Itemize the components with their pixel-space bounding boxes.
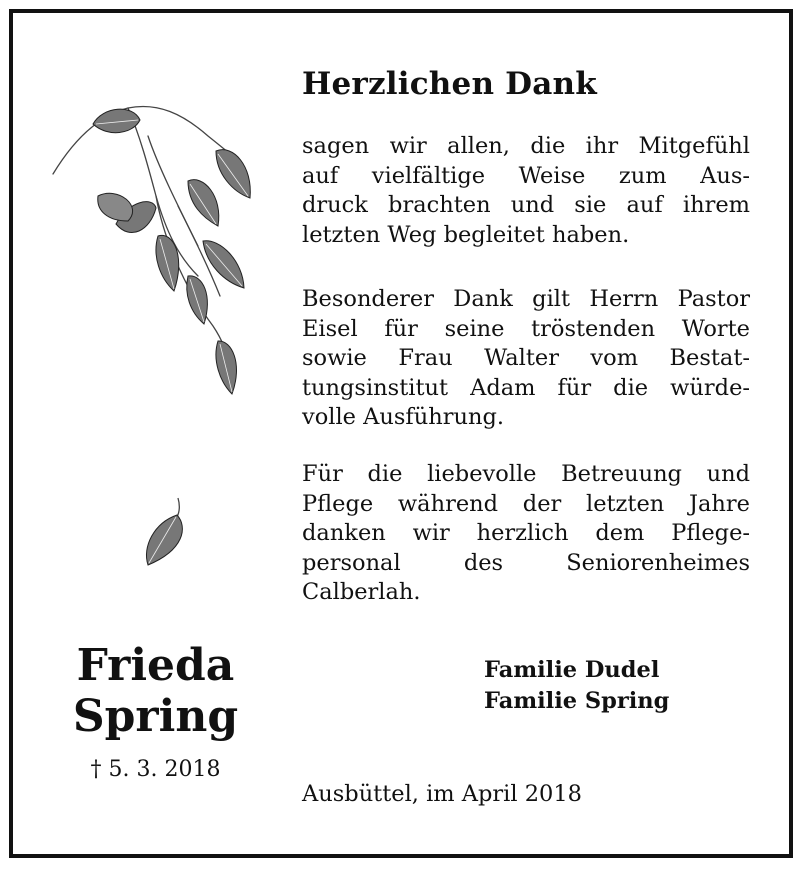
- paragraph-line: sowie Frau Walter vom Bestat-: [302, 345, 750, 372]
- death-date: † 5. 3. 2018: [90, 757, 221, 782]
- falling-leaf-icon: [140, 495, 190, 570]
- birch-branch-icon: [48, 96, 263, 406]
- deceased-name: [53, 640, 258, 742]
- thanks-paragraph-2: [302, 285, 750, 433]
- thanks-paragraph-3: [302, 460, 750, 608]
- paragraph-line: volle Ausführung.: [302, 404, 505, 431]
- paragraph-line: personal des Seniorenheimes: [302, 549, 750, 576]
- paragraph-line: sagen wir allen, die ihr Mitgefühl: [302, 133, 750, 159]
- paragraph-line: Besonderer Dank gilt Herrn Pastor: [302, 286, 750, 312]
- signature-line: Familie Spring: [484, 688, 670, 714]
- notice-heading: Herzlichen Dank: [302, 66, 597, 102]
- signature-line: Familie Dudel: [484, 657, 660, 683]
- paragraph-line: druck brachten und sie auf ihrem: [302, 192, 750, 219]
- paragraph-line: Für die liebevolle Betreuung und: [302, 461, 750, 487]
- paragraph-line: tungsinstitut Adam für die würde-: [302, 374, 750, 401]
- deceased-last-name: Spring: [72, 691, 239, 742]
- paragraph-line: Pflege während der letzten Jahre: [302, 490, 750, 517]
- paragraph-line: danken wir herzlich dem Pflege-: [302, 520, 750, 547]
- deceased-first-name: Frieda: [76, 640, 235, 691]
- paragraph-line: Calberlah.: [302, 579, 421, 606]
- paragraph-line: auf vielfältige Weise zum Aus-: [302, 162, 750, 189]
- family-signatures: [484, 655, 669, 717]
- paragraph-line: letzten Weg begleitet haben.: [302, 221, 630, 248]
- place-date: Ausbüttel, im April 2018: [302, 781, 582, 807]
- thanks-paragraph-1: [302, 132, 750, 250]
- paragraph-line: Eisel für seine tröstenden Worte: [302, 315, 750, 342]
